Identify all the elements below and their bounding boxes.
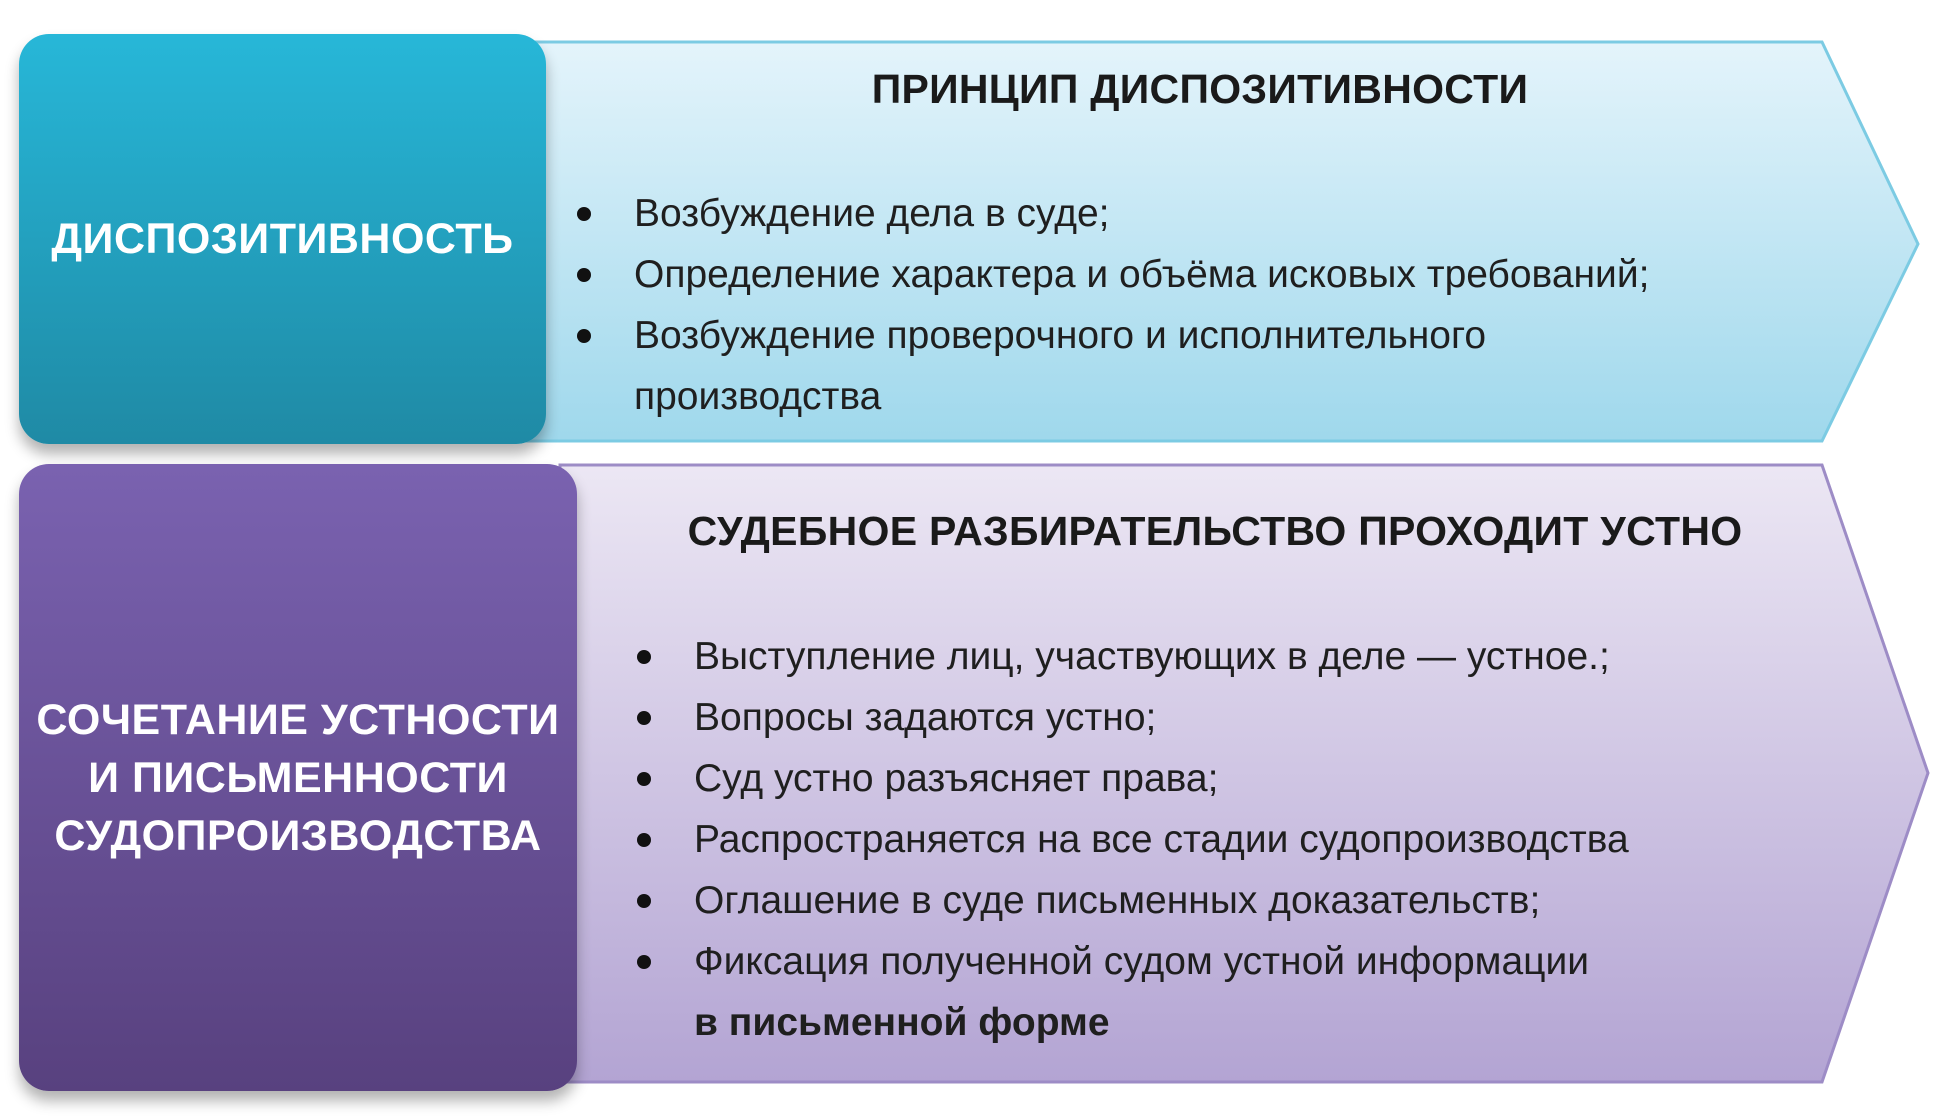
dispositivity-heading: ПРИНЦИП ДИСПОЗИТИВНОСТИ [871, 66, 1529, 112]
bullet-icon [577, 329, 591, 343]
bullet-icon [637, 772, 651, 786]
list-item: Определение характера и объёма исковых требований; [572, 244, 1912, 305]
dispositivity-label: ДИСПОЗИТИВНОСТЬ [51, 214, 514, 263]
list-item: Возбуждение проверочного и исполнительного производства [572, 305, 1912, 427]
bullet-icon [577, 207, 591, 221]
bullet-icon [637, 894, 651, 908]
list-item: Распространяется на все стадии судопроизводства [632, 809, 1922, 870]
bullet-icon [637, 650, 651, 664]
list-item: Оглашение в суде письменных доказательств; [632, 870, 1922, 931]
orality-label-line: И ПИСЬМЕННОСТИ [88, 753, 508, 802]
orality-heading: СУДЕБНОЕ РАЗБИРАТЕЛЬСТВО ПРОХОДИТ УСТНО [687, 508, 1743, 554]
list-item: Суд устно разъясняет права; [632, 748, 1922, 809]
orality-label-line: СУДОПРОИЗВОДСТВА [54, 811, 542, 860]
dispositivity-list [572, 183, 1912, 427]
orality-block [0, 460, 1945, 1116]
orality-list [632, 626, 1922, 1053]
orality-label-box [19, 464, 577, 1091]
dispositivity-block [0, 0, 1945, 460]
orality-label-line: СОЧЕТАНИЕ УСТНОСТИ [36, 695, 560, 744]
bullet-icon [637, 711, 651, 725]
list-item: Фиксация полученной судом устной информации в письменной форме [632, 931, 1922, 1053]
list-item: Вопросы задаются устно; [632, 687, 1922, 748]
bullet-icon [637, 833, 651, 847]
bullet-icon [577, 268, 591, 282]
dispositivity-label-box [19, 34, 546, 444]
list-item: Возбуждение дела в суде; [572, 183, 1912, 244]
bullet-icon [637, 955, 651, 969]
list-item: Выступление лиц, участвующих в деле — устное.; [632, 626, 1922, 687]
